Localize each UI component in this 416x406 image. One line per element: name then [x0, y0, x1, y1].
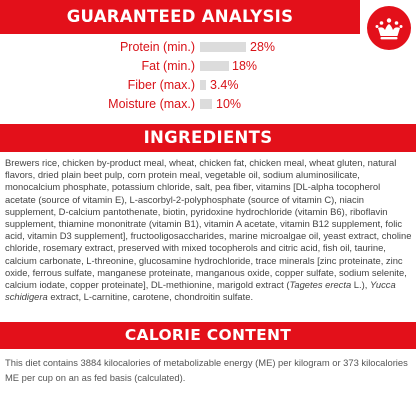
analysis-value: 10% [216, 97, 242, 111]
tagetes-name: Tagetes erecta [289, 279, 352, 291]
ingredients-main: Brewers rice, chicken by-product meal, wheat, chicken fat, chicken meal, wheat gluten, natural flavors, dried plain beet pulp, corn protein meal, vegetable oil, sodium aluminosilicate, monocalcium phosphate, potassium chloride, salt, pea fiber, vitamins [DL-alpha tocopherol acetate (source of vitamin E), L-ascorbyl-2-polyphosphate (source of vitamin C), niacin supplement, D-calcium pantothenate, biotin, pyridoxine hydrochloride (vitamin B6), riboflavin supplement, thiamine mononitrate (vitamin B1), vitamin A acetate, vitamin B12 supplement, folic acid, vitamin D3 supplement], fructooligosaccharides, marine microalgae oil, yeast extract, choline chloride, rosemary extract, preserved with mixed tocopherols and citric acid, fish oil, taurine, calcium carbonate, L-threonine, glucosamine hydrochloride, trace minerals [zinc proteinate, zinc oxide, ferrous sulfate, manganese proteinate, manganous oxide, copper sulfate, sodium selenite, calcium iodate, copper proteinate], DL-methionine, marigold extract ( [5, 157, 412, 291]
analysis-label: Fat (min.) [141, 59, 195, 73]
ingredients-title: INGREDIENTS [143, 128, 273, 147]
ingredients-between: L.), [351, 279, 370, 291]
analysis-bar [200, 80, 206, 90]
analysis-row-moisture [0, 96, 416, 112]
calorie-text: This diet contains 3884 kilocalories of metabolizable energy (ME) per kilogram or 373 kilocalories ME per cup on an as fed basis (calculated). [5, 357, 408, 383]
analysis-label: Moisture (max.) [108, 97, 195, 111]
analysis-label: Protein (min.) [119, 40, 195, 54]
analysis-bar [200, 61, 229, 71]
analysis-bar [200, 42, 246, 52]
guaranteed-analysis-banner [0, 0, 360, 34]
analysis-row-fiber [0, 77, 416, 93]
analysis-value: 28% [250, 40, 276, 54]
analysis-value: 3.4% [210, 78, 239, 92]
calorie-content-banner [0, 322, 416, 349]
analysis-row-protein [0, 39, 416, 55]
analysis-label: Fiber (max.) [127, 78, 195, 92]
guaranteed-analysis-title: GUARANTEED ANALYSIS [66, 7, 294, 26]
ingredients-text [5, 157, 413, 303]
analysis-bar [200, 99, 212, 109]
analysis-value: 18% [232, 59, 258, 73]
ingredients-banner [0, 124, 416, 152]
analysis-row-fat [0, 58, 416, 74]
ingredients-end: extract, L-carnitine, carotene, chondroitin sulfate. [47, 291, 254, 303]
calorie-content-title: CALORIE CONTENT [124, 326, 292, 344]
yucca-name: Yucca schidigera [5, 279, 396, 303]
